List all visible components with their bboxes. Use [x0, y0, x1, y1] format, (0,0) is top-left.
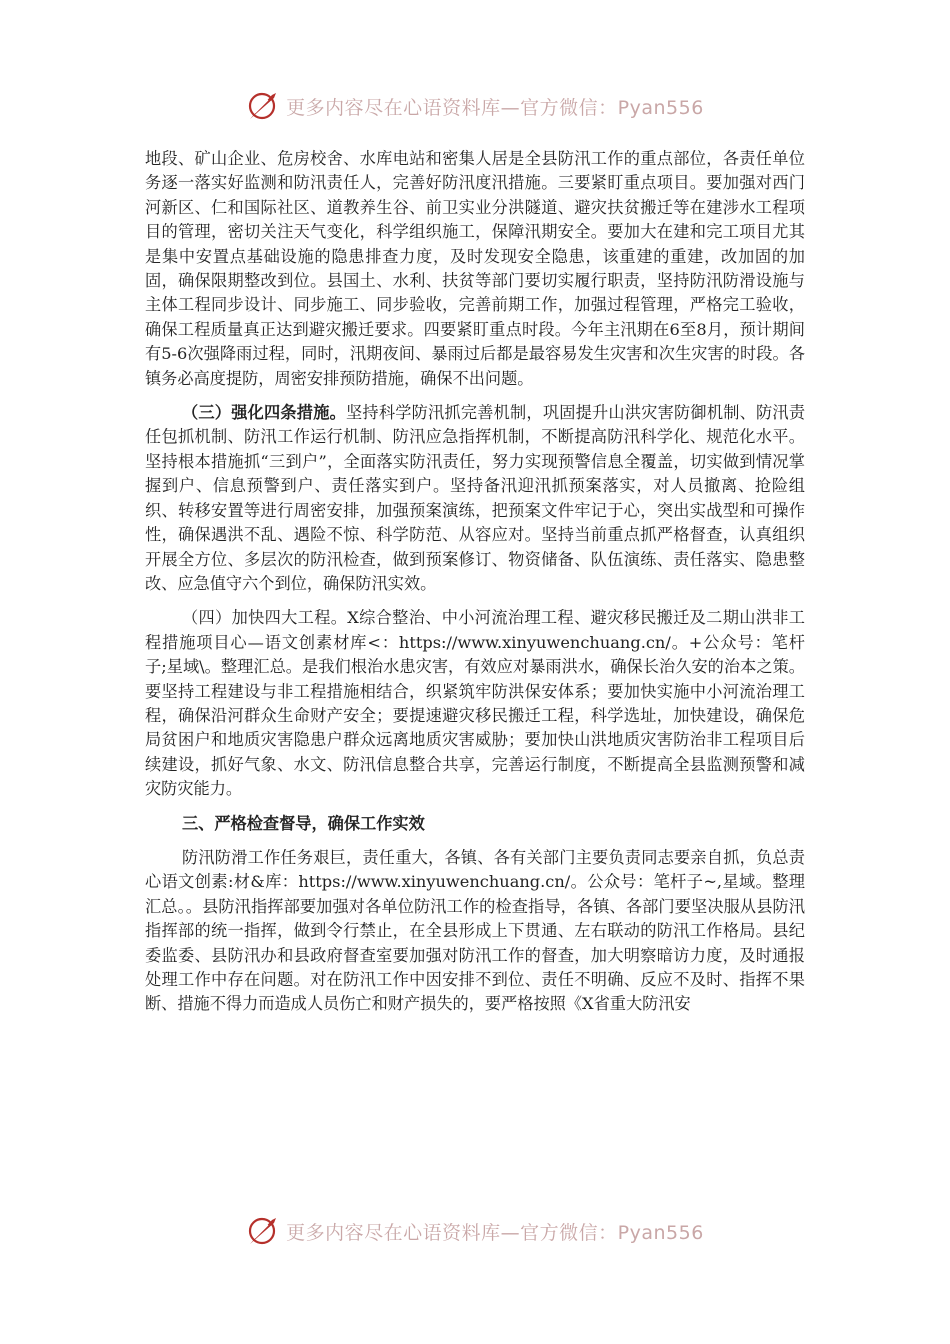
header-banner-text: 更多内容尽在心语资料库—官方微信：Pyan556: [286, 96, 704, 119]
paragraph-4: 防汛防滑工作任务艰巨，责任重大，各镇、各有关部门主要负责同志要亲自抓，负总责心语文创素:材&库：https://www.xinyuwenchuang.cn/。公众号：笔杆子~,星域。整理汇总。。县防汛指挥部要加强对各单位防汛工作的检查指导，各镇、各部门要坚决服从县防汛指挥部的统一指挥，做到令行禁止，在全县形成上下贯通、左右联动的防汛工作格局。县纪委监委、县防汛办和县政府督查室要加强对防汛工作的督查，加大明察暗访力度，及时通报处理工作中存在问题。对在防汛工作中因安排不到位、责任不明确、反应不及时、指挥不果断、措施不得力而造成人员伤亡和财产损失的，要严格按照《X省重大防汛安: [145, 847, 805, 1014]
footer-banner: [0, 1209, 950, 1253]
paragraph-3: （四）加快四大工程。X综合整治、中小河流治理工程、避灾移民搬迁及二期山洪非工程措施项目心—语文创素材库<：https://www.xinyuwenchuang.cn/。+公众号：笔杆子;星域\。整理汇总。是我们根治水患灾害，有效应对暴雨洪水，确保长治久安的治本之策。要坚持工程建设与非工程措施相结合，织紧筑牢防洪保安体系；要加快实施中小河流治理工程，确保沿河群众生命财产安全；要提速避灾移民搬迁工程，科学选址，加快建设，确保危局贫困户和地质灾害隐患户群众远离地质灾害威胁；要加快山洪地质灾害防治非工程项目后续建设，抓好气象、水文、防汛信息整合共享，完善运行制度，不断提高全县监测预警和减灾防灾能力。: [145, 608, 805, 799]
paragraph-2-lead: （三）强化四条措施。: [182, 403, 347, 423]
document-body: [145, 147, 805, 1017]
header-banner: [0, 84, 950, 128]
footer-banner-text: 更多内容尽在心语资料库—官方微信：Pyan556: [286, 1221, 704, 1244]
quill-logo-icon: [246, 89, 280, 123]
paragraph-2: [145, 401, 805, 596]
paragraph-2-text: 坚持科学防汛抓完善机制，巩固提升山洪灾害防御机制、防汛责任包抓机制、防汛工作运行机制、防汛应急指挥机制，不断提高防汛科学化、规范化水平。坚持根本措施抓“三到户”，全面落实防汛责任，努力实现预警信息全覆盖，切实做到情况掌握到户、信息预警到户、责任落实到户。坚持备汛迎汛抓预案落实，对人员撤离、抢险组织、转移安置等进行周密安排，加强预案演练，把预案文件牢记于心，突出实战型和可操作性，确保遇洪不乱、遇险不惊、科学防范、从容应对。坚持当前重点抓严格督查，认真组织开展全方位、多层次的防汛检查，做到预案修订、物资储备、队伍演练、责任落实、隐患整改、应急值守六个到位，确保防汛实效。: [145, 403, 806, 593]
section-heading-3: 三、严格检查督导，确保工作实效: [182, 813, 425, 833]
paragraph-1: 地段、矿山企业、危房校舍、水库电站和密集人居是全县防汛工作的重点部位，各责任单位务逐一落实好监测和防汛责任人，完善好防汛度汛措施。三要紧盯重点项目。要加强对西门河新区、仁和国际社区、道教养生谷、前卫实业分洪隧道、避灾扶贫搬迁等在建涉水工程项目的管理，密切关注天气变化，科学组织施工，保障汛期安全。要加大在建和完工项目尤其是集中安置点基础设施的隐患排查力度，及时发现安全隐患，该重建的重建，改加固的加固，确保限期整改到位。县国土、水利、扶贫等部门要切实履行职责，坚持防汛防滑设施与主体工程同步设计、同步施工、同步验收，完善前期工作，加强过程管理，严格完工验收，确保工程质量真正达到避灾搬迁要求。四要紧盯重点时段。今年主汛期在6至8月，预计期间有5-6次强降雨过程，同时，汛期夜间、暴雨过后都是最容易发生灾害和次生灾害的时段。各镇务必高度提防，周密安排预防措施，确保不出问题。: [145, 149, 805, 388]
quill-logo-icon: [246, 1214, 280, 1248]
